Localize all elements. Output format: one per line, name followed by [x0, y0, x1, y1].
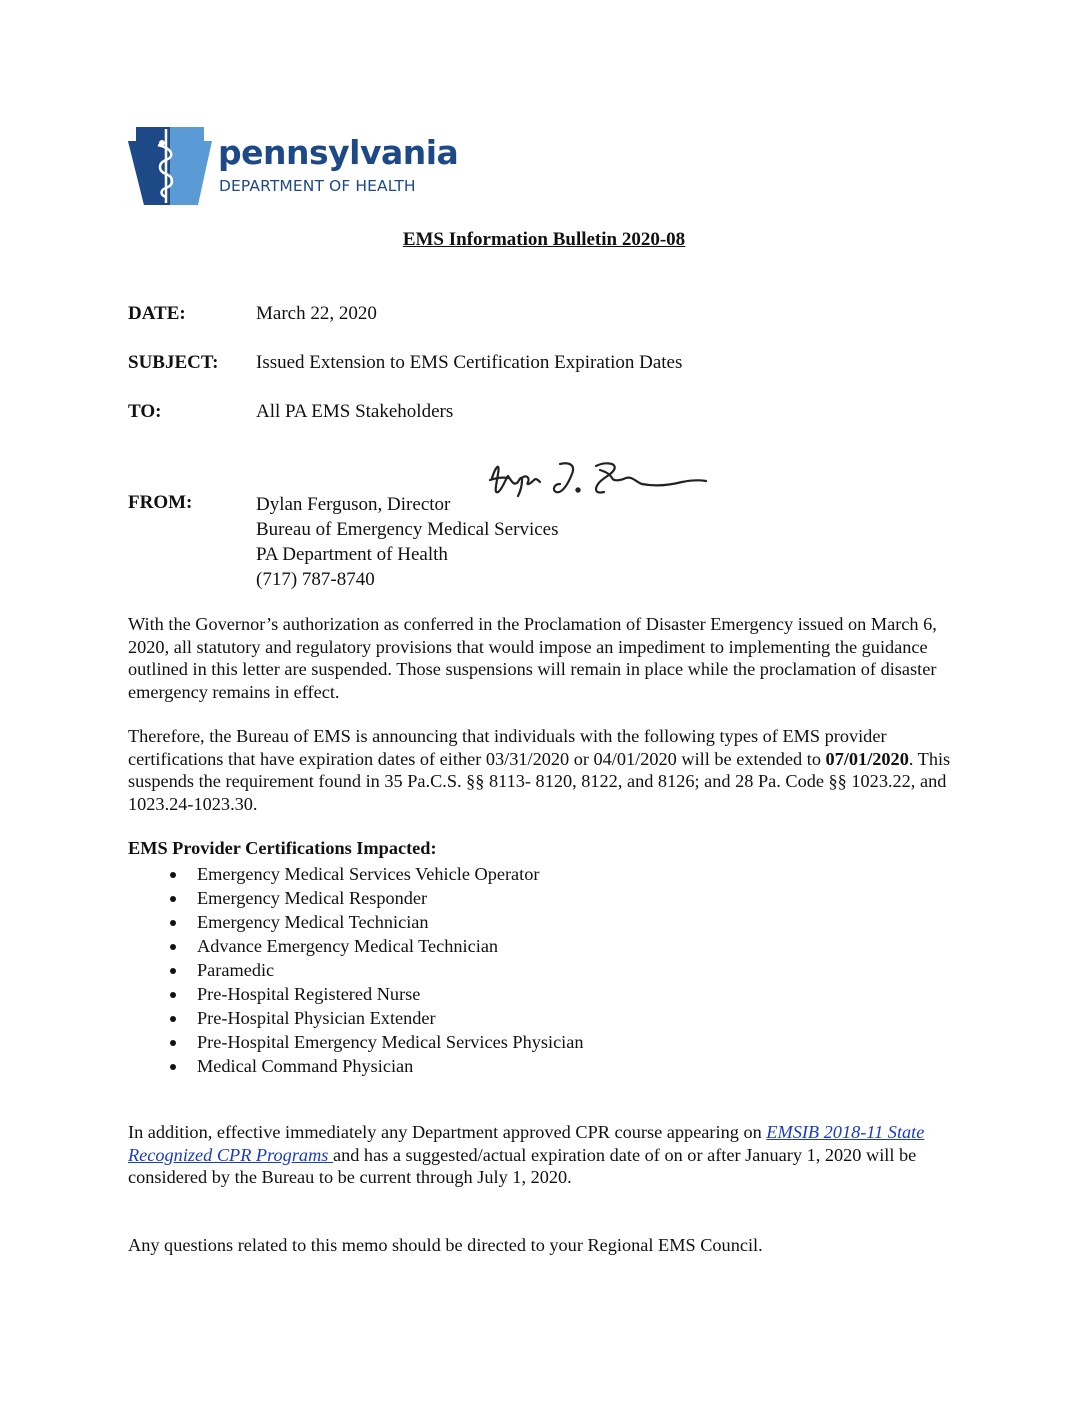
cpr-paragraph: [128, 1121, 968, 1189]
to-label: TO:: [128, 401, 162, 422]
bullet-icon: [170, 1016, 176, 1022]
list-item: Emergency Medical Responder: [168, 886, 584, 910]
from-label: FROM:: [128, 492, 193, 513]
emsib-2018-11-link[interactable]: EMSIB 2018-11 State Recognized CPR Programs: [128, 1122, 925, 1165]
from-block: [256, 492, 558, 592]
list-item: Paramedic: [168, 958, 584, 982]
list-item: Emergency Medical Technician: [168, 910, 584, 934]
subject-value: Issued Extension to EMS Certification Expiration Dates: [256, 352, 683, 373]
keystone-icon: [128, 127, 214, 207]
date-label: DATE:: [128, 303, 186, 324]
date-value: March 22, 2020: [256, 303, 377, 324]
from-bureau: Bureau of Emergency Medical Services: [256, 519, 559, 540]
authorization-paragraph: With the Governor’s authorization as conferred in the Proclamation of Disaster Emergency issued on March 6, 2020, all statutory and regulatory provisions that would impose an impediment to implementing the guidance outlined in this letter are suspended. Those suspensions will remain in place while the proclamation of disaster emergency remains in effect.: [128, 614, 937, 702]
bullet-icon: [170, 944, 176, 950]
subject-label: SUBJECT:: [128, 352, 219, 373]
bulletin-title: EMS Information Bulletin 2020-08: [402, 229, 686, 250]
signature-icon: [486, 456, 710, 502]
list-item: Medical Command Physician: [168, 1054, 584, 1078]
bullet-icon: [170, 1040, 176, 1046]
certifications-heading: EMS Provider Certifications Impacted:: [128, 838, 437, 858]
bullet-icon: [170, 896, 176, 902]
bullet-icon: [170, 992, 176, 998]
extension-paragraph: [128, 725, 968, 815]
cpr-text-start: In addition, effective immediately any Department approved CPR course appearing on: [128, 1122, 767, 1142]
extension-text-end: . This suspends the requirement found in 35 Pa.C.S. §§ 8113- 8120, 8122, and 8126; and 28 Pa. Code §§ 1023.22, and 1023.24-1023.30.: [128, 748, 951, 814]
logo-wordmark: pennsylvania: [218, 133, 459, 172]
bullet-icon: [170, 872, 176, 878]
logo-department: DEPARTMENT OF HEALTH: [219, 177, 416, 195]
list-item: Pre-Hospital Registered Nurse: [168, 982, 584, 1006]
from-phone: (717) 787-8740: [256, 569, 375, 590]
bullet-icon: [170, 920, 176, 926]
pa-health-logo: [128, 127, 458, 207]
list-item: Pre-Hospital Physician Extender: [168, 1006, 584, 1030]
list-item: Emergency Medical Services Vehicle Operator: [168, 862, 584, 886]
bullet-icon: [170, 968, 176, 974]
from-department: PA Department of Health: [256, 544, 448, 565]
list-item: Advance Emergency Medical Technician: [168, 934, 584, 958]
cpr-text-end: and has a suggested/actual expiration date of on or after January 1, 2020 will be considered by the Bureau to be current through July 1, 2020.: [128, 1144, 917, 1187]
from-name: Dylan Ferguson, Director: [256, 494, 451, 515]
list-item: Pre-Hospital Emergency Medical Services Physician: [168, 1030, 584, 1054]
bullet-icon: [170, 1064, 176, 1070]
to-value: All PA EMS Stakeholders: [256, 401, 454, 422]
certifications-list: [168, 862, 584, 1078]
extension-date: 07/01/2020: [825, 748, 909, 769]
closing-paragraph: Any questions related to this memo should be directed to your Regional EMS Council.: [128, 1235, 763, 1255]
extension-text-start: Therefore, the Bureau of EMS is announcing that individuals with the following types of EMS provider certifications that have expiration dates of either 03/31/2020 or 04/01/2020 will be extended to: [128, 726, 887, 769]
